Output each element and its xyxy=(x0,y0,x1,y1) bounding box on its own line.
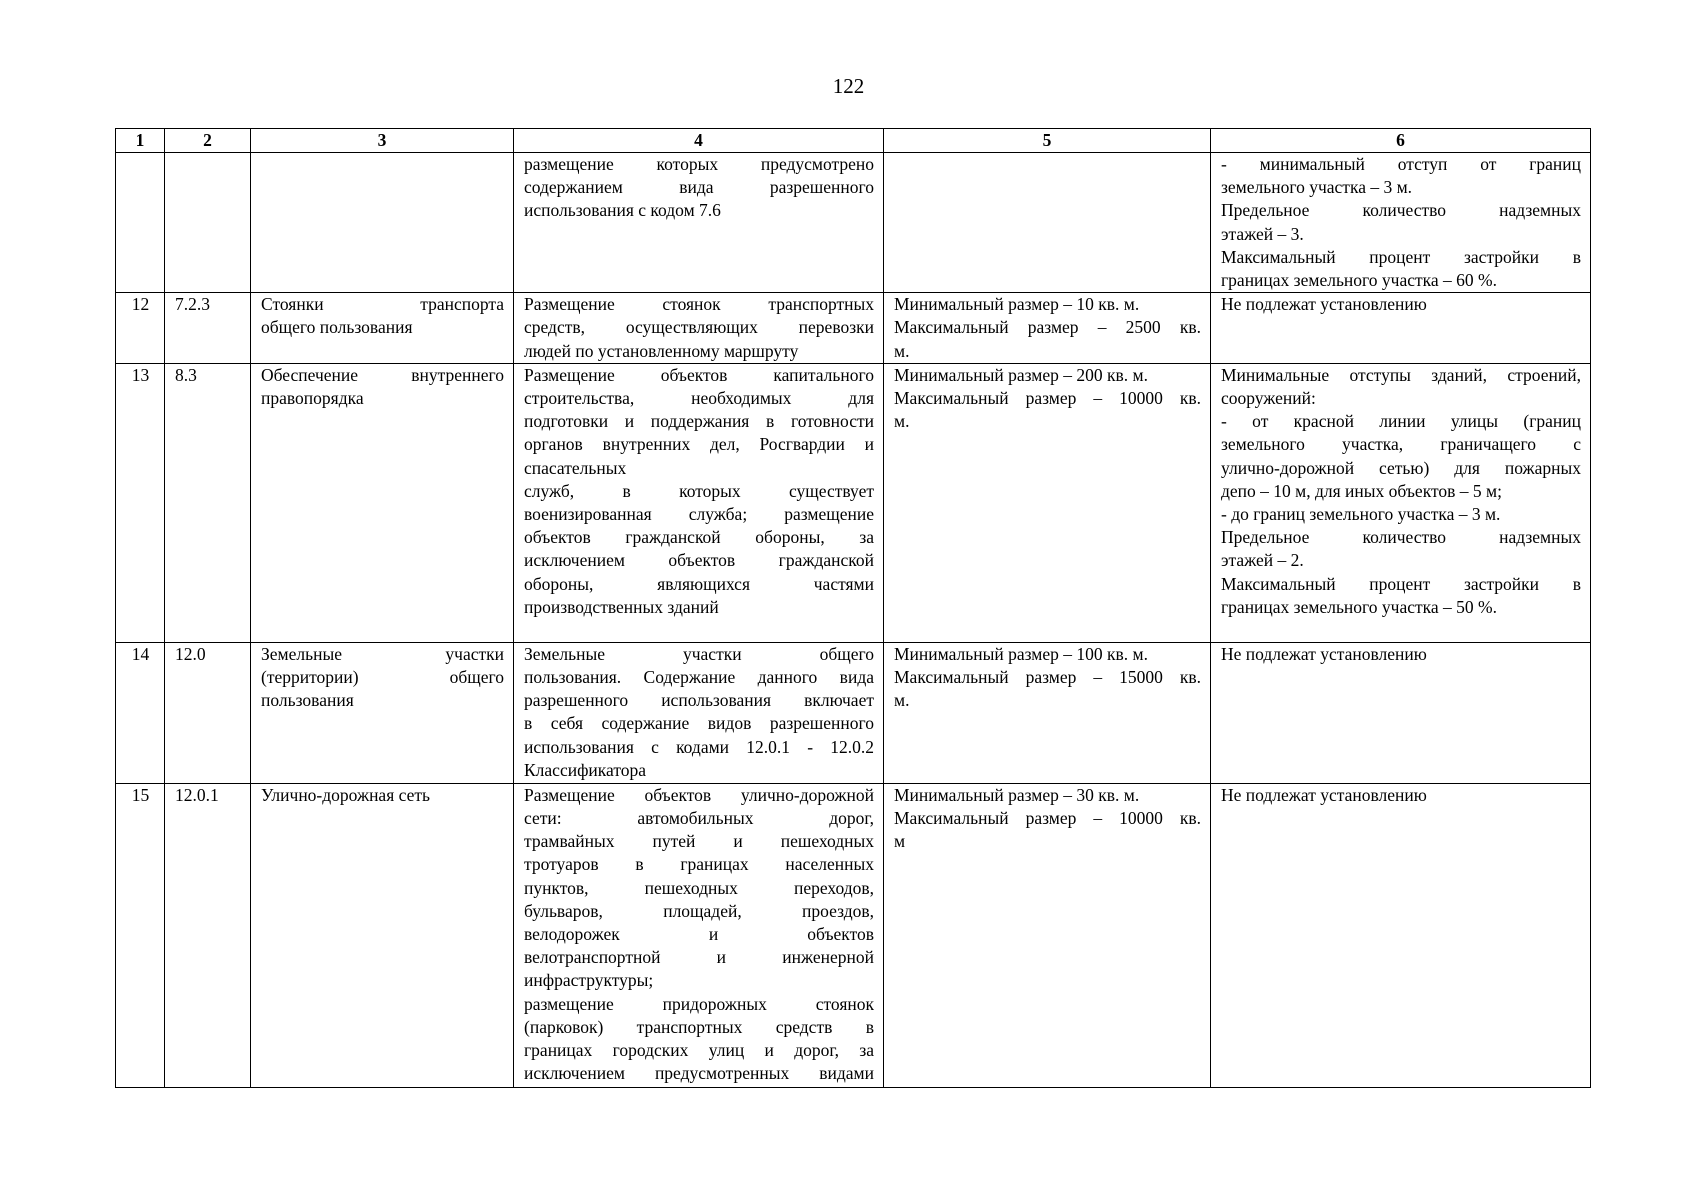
text-line: Максимальный размер – 10000 кв. xyxy=(894,388,1201,409)
text-line: Стоянки транспорта xyxy=(261,294,504,315)
row-name xyxy=(251,363,514,642)
table-row xyxy=(116,642,1591,783)
text-line: пользования xyxy=(261,690,354,711)
row-size-limits xyxy=(884,642,1211,783)
text-line: людей по установленному маршруту xyxy=(524,340,799,361)
row-size-limits xyxy=(884,363,1211,642)
text-line: Размещение объектов улично-дорожной xyxy=(524,784,874,805)
row-params xyxy=(1211,783,1591,1087)
text-line: использования с кодом 7.6 xyxy=(524,200,721,221)
text-line: границах городских улиц и дорог, за xyxy=(524,1040,874,1061)
header-col-6: 6 xyxy=(1211,129,1591,153)
text-line: Классификатора xyxy=(524,759,647,780)
text-line: - от красной линии улицы (границ xyxy=(1221,411,1581,432)
text-line: Не подлежат установлению xyxy=(1221,294,1427,315)
text-line: трамвайных путей и пешеходных xyxy=(524,831,874,852)
text-line: Минимальные отступы зданий, строений, xyxy=(1221,364,1581,385)
row-number xyxy=(116,153,165,293)
row-name xyxy=(251,642,514,783)
text-line: улично-дорожной сетью) для пожарных xyxy=(1221,457,1581,478)
text-line: исключением предусмотренных видами xyxy=(524,1063,874,1084)
text-line: органов внутренних дел, Росгвардии и xyxy=(524,434,874,455)
text-line: - до границ земельного участка – 3 м. xyxy=(1221,504,1501,525)
row-code: 8.3 xyxy=(165,363,251,642)
table-row xyxy=(116,293,1591,364)
text-line: Максимальный размер – 15000 кв. xyxy=(894,667,1201,688)
row-params xyxy=(1211,363,1591,642)
text-line: Максимальный размер – 2500 кв. xyxy=(894,317,1201,338)
row-code xyxy=(165,153,251,293)
text-line: размещение придорожных стоянок xyxy=(524,993,874,1014)
text-line: Обеспечение внутреннего xyxy=(261,364,504,385)
text-line: Земельные участки xyxy=(261,643,504,664)
header-col-5: 5 xyxy=(884,129,1211,153)
text-line: исключением объектов гражданской xyxy=(524,550,874,571)
table-row xyxy=(116,363,1591,642)
row-size-limits xyxy=(884,293,1211,364)
row-code: 12.0.1 xyxy=(165,783,251,1087)
text-line: Размещение стоянок транспортных xyxy=(524,294,874,315)
row-description xyxy=(514,153,884,293)
text-line: спасательных xyxy=(524,457,627,478)
row-description xyxy=(514,363,884,642)
table-row xyxy=(116,153,1591,293)
text-line: м. xyxy=(894,690,910,711)
row-code: 7.2.3 xyxy=(165,293,251,364)
header-col-1: 1 xyxy=(116,129,165,153)
row-params xyxy=(1211,153,1591,293)
text-line: общего пользования xyxy=(261,317,413,338)
text-line: пунктов, пешеходных переходов, xyxy=(524,877,874,898)
text-line: Не подлежат установлению xyxy=(1221,643,1427,664)
text-line: земельного участка – 3 м. xyxy=(1221,177,1413,198)
text-line: земельного участка, граничащего с xyxy=(1221,434,1581,455)
text-line: Улично-дорожная сеть xyxy=(261,784,431,805)
text-line: Минимальный размер – 200 кв. м. xyxy=(894,364,1148,385)
text-line: - минимальный отступ от границ xyxy=(1221,154,1581,174)
row-size-limits xyxy=(884,783,1211,1087)
text-line: служб, в которых существует xyxy=(524,480,874,501)
text-line: разрешенного использования включает xyxy=(524,690,874,711)
page-number: 122 xyxy=(832,74,865,98)
text-line: Предельное количество надземных xyxy=(1221,527,1581,548)
text-line: использования с кодами 12.0.1 - 12.0.2 xyxy=(524,736,874,757)
row-number: 13 xyxy=(116,363,165,642)
text-line: в себя содержание видов разрешенного xyxy=(524,713,874,734)
text-line: велотранспортной и инженерной xyxy=(524,947,874,968)
text-line: Максимальный размер – 10000 кв. xyxy=(894,808,1201,829)
text-line: Минимальный размер – 30 кв. м. xyxy=(894,784,1140,805)
text-line: бульваров, площадей, проездов, xyxy=(524,900,874,921)
text-line: Минимальный размер – 100 кв. м. xyxy=(894,643,1148,664)
text-line: Земельные участки общего xyxy=(524,643,874,664)
text-line: инфраструктуры; xyxy=(524,970,654,991)
row-number: 15 xyxy=(116,783,165,1087)
text-line: военизированная служба; размещение xyxy=(524,504,874,525)
text-line: пользования. Содержание данного вида xyxy=(524,667,874,688)
text-line: Не подлежат установлению xyxy=(1221,784,1427,805)
text-line: границах земельного участка – 60 %. xyxy=(1221,270,1497,291)
text-line: границах земельного участка – 50 %. xyxy=(1221,596,1497,617)
text-line: Минимальный размер – 10 кв. м. xyxy=(894,294,1140,315)
table-row xyxy=(116,783,1591,1087)
row-description xyxy=(514,783,884,1087)
text-line: сооружений: xyxy=(1221,388,1316,409)
header-col-2: 2 xyxy=(165,129,251,153)
text-line: производственных зданий xyxy=(524,596,719,617)
text-line: депо – 10 м, для иных объектов – 5 м; xyxy=(1221,480,1502,501)
header-row xyxy=(116,129,1591,153)
text-line: Размещение объектов капитального xyxy=(524,364,874,385)
row-name xyxy=(251,153,514,293)
text-line: (территории) общего xyxy=(261,667,504,688)
text-line: сети: автомобильных дорог, xyxy=(524,808,874,829)
text-line: правопорядка xyxy=(261,388,364,409)
text-line: строительства, необходимых для xyxy=(524,388,874,409)
row-number: 14 xyxy=(116,642,165,783)
text-line: м. xyxy=(894,411,910,432)
text-line: Максимальный процент застройки в xyxy=(1221,246,1581,267)
text-line: содержанием вида разрешенного xyxy=(524,177,874,198)
row-size-limits xyxy=(884,153,1211,293)
text-line: этажей – 2. xyxy=(1221,550,1304,571)
text-line: (парковок) транспортных средств в xyxy=(524,1016,874,1037)
text-line: подготовки и поддержания в готовности xyxy=(524,411,874,432)
row-params xyxy=(1211,642,1591,783)
row-code: 12.0 xyxy=(165,642,251,783)
row-params xyxy=(1211,293,1591,364)
text-line: размещение которых предусмотрено xyxy=(524,154,874,174)
row-number: 12 xyxy=(116,293,165,364)
text-line: средств, осуществляющих перевозки xyxy=(524,317,874,338)
zoning-table xyxy=(115,128,1591,1088)
text-line: этажей – 3. xyxy=(1221,223,1304,244)
text-line: обороны, являющихся частями xyxy=(524,573,874,594)
text-line: тротуаров в границах населенных xyxy=(524,854,874,875)
text-line: Максимальный процент застройки в xyxy=(1221,573,1581,594)
row-description xyxy=(514,642,884,783)
header-col-3: 3 xyxy=(251,129,514,153)
row-name xyxy=(251,783,514,1087)
row-description xyxy=(514,293,884,364)
row-name xyxy=(251,293,514,364)
text-line: объектов гражданской обороны, за xyxy=(524,527,874,548)
text-line: м xyxy=(894,831,906,852)
text-line: Предельное количество надземных xyxy=(1221,200,1581,221)
header-col-4: 4 xyxy=(514,129,884,153)
text-line: велодорожек и объектов xyxy=(524,924,874,945)
text-line: м. xyxy=(894,340,910,361)
